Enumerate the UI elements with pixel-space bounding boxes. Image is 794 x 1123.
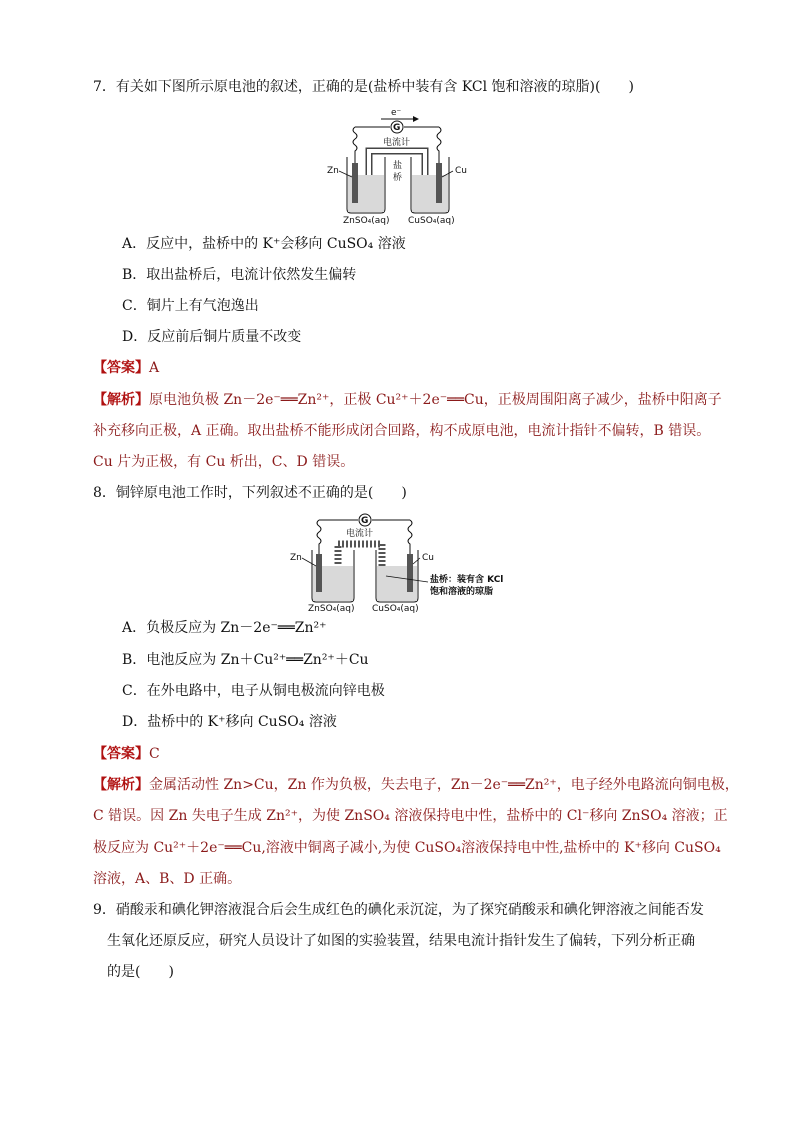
q8-option-a: A．负极反应为 Zn－2e⁻══Zn²⁺: [122, 620, 327, 636]
q7-right-solution: CuSO₄(aq): [408, 216, 455, 225]
svg-text:桥: 桥: [393, 173, 403, 183]
q7-zn-label: Zn: [327, 166, 339, 176]
q8-option-b: B．电池反应为 Zn＋Cu²⁺══Zn²⁺＋Cu: [122, 652, 369, 668]
svg-text:G: G: [361, 516, 369, 526]
q7-answer: [93, 358, 159, 378]
q7-stem: 7．有关如下图所示原电池的叙述，正确的是(盐桥中装有含 KCl 饱和溶液的琼脂)( ): [93, 79, 634, 95]
q7-option-c: C．铜片上有气泡逸出: [122, 298, 259, 314]
q8-option-c: C．在外电路中，电子从铜电极流向锌电极: [122, 683, 385, 699]
q8-analysis-line-3: 极反应为 Cu²⁺＋2e⁻══Cu,溶液中铜离子减小,为使 CuSO₄溶液保持电中性,盐桥中的 K⁺移向 CuSO₄: [93, 840, 721, 856]
q7-option-a: A．反应中，盐桥中的 K⁺会移向 CuSO₄ 溶液: [122, 236, 406, 252]
q8-bridge-note-2: 饱和溶液的琼脂: [430, 587, 494, 597]
q7-left-solution: ZnSO₄(aq): [343, 216, 390, 225]
q8-right-solution: CuSO₄(aq): [372, 604, 419, 614]
q7-electron-label: e⁻: [391, 108, 402, 118]
q7-figure: [325, 105, 475, 225]
q9-stem-line-3: 的是( ): [107, 964, 174, 980]
analysis-label: 【解析】: [93, 777, 149, 793]
q8-answer: [93, 744, 160, 764]
q7-analysis-line-3: Cu 片为正极，有 Cu 析出，C、D 错误。: [93, 454, 355, 470]
q8-figure: [286, 510, 506, 615]
q9-stem-line-2: 生氧化还原反应，研究人员设计了如图的实验装置，结果电流计指针发生了偏转，下列分析正确: [107, 933, 695, 949]
q7-bridge-label: 盐: [393, 161, 403, 171]
q7-meter-label: 电流计: [383, 138, 411, 148]
answer-label: 【答案】: [93, 746, 149, 762]
analysis-label: 【解析】: [93, 392, 149, 408]
q8-bridge-note-1: 盐桥：装有含 KCl: [430, 575, 504, 585]
answer-label: 【答案】: [93, 360, 149, 376]
q8-analysis-line-1: 【解析】金属活动性 Zn>Cu，Zn 作为负极，失去电子，Zn－2e⁻══Zn²⁺，电子经外电路流向铜电极，: [93, 777, 739, 793]
svg-text:G: G: [393, 123, 401, 133]
q8-meter-label: 电流计: [346, 529, 374, 539]
q8-option-d: D．盐桥中的 K⁺移向 CuSO₄ 溶液: [122, 714, 337, 730]
q7-option-b: B．取出盐桥后，电流计依然发生偏转: [122, 267, 357, 283]
q8-stem: 8．铜锌原电池工作时，下列叙述不正确的是( ): [93, 485, 407, 501]
answer-value: A: [149, 360, 160, 376]
q7-analysis-line-2: 补充移向正极，A 正确。取出盐桥不能形成闭合回路，构不成原电池，电流计指针不偏转，B 错误。: [93, 423, 711, 439]
q8-analysis-line-4: 溶液，A、B、D 正确。: [93, 871, 242, 887]
q7-analysis-line-1: 【解析】原电池负极 Zn－2e⁻══Zn²⁺，正极 Cu²⁺＋2e⁻══Cu，正极周围阳离子减少，盐桥中阳离子: [93, 392, 722, 408]
q7-cu-label: Cu: [455, 166, 467, 176]
q8-analysis-line-2: C 错误。因 Zn 失电子生成 Zn²⁺，为使 ZnSO₄ 溶液保持电中性，盐桥中的 Cl⁻移向 ZnSO₄ 溶液；正: [93, 808, 728, 824]
q8-left-solution: ZnSO₄(aq): [308, 604, 355, 614]
q9-stem-line-1: 9．硝酸汞和碘化钾溶液混合后会生成红色的碘化汞沉淀，为了探究硝酸汞和碘化钾溶液之间能否发: [93, 902, 704, 918]
q8-zn-label: Zn: [290, 553, 302, 563]
q7-option-d: D．反应前后铜片质量不改变: [122, 329, 302, 345]
answer-value: C: [149, 746, 160, 762]
q8-cu-label: Cu: [422, 553, 434, 563]
